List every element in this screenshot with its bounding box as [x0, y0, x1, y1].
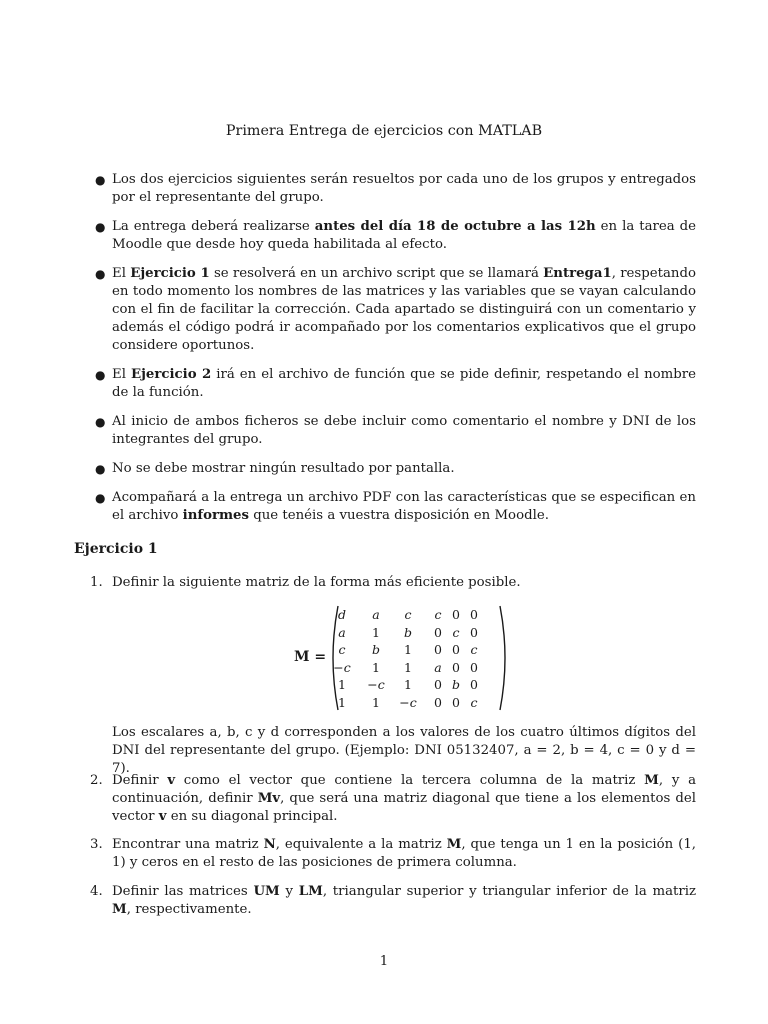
matrix-cell: 0 — [434, 677, 442, 692]
matrix-cell: c — [404, 607, 412, 622]
matrix-cell: −c — [399, 694, 417, 710]
matrix-cell: b — [403, 624, 412, 640]
bullet-bold-text: Ejercicio 1 — [130, 266, 210, 281]
exercise-item-3 — [90, 836, 697, 872]
matrix-cell: c — [338, 642, 346, 657]
bullet-dot: ● — [95, 368, 106, 382]
document-title: Primera Entrega de ejercicios con MATLAB — [225, 123, 543, 139]
section-heading: Ejercicio 1 — [74, 541, 158, 557]
bullet-item-1 — [95, 171, 696, 207]
right-paren-icon — [500, 606, 505, 710]
item-bold-text: v — [167, 773, 176, 788]
item-bold-text: M — [112, 902, 127, 917]
item-text: , que será una matriz diagonal que tiene a los elementos del vector — [112, 791, 696, 824]
matrix-cell: 1 — [372, 694, 380, 710]
item-number: 3. — [90, 837, 103, 852]
item-bold-text: N — [263, 837, 276, 852]
item-text: , y a continuación, definir — [112, 773, 696, 806]
matrix-cell: 0 — [470, 677, 478, 692]
matrix-cell: 0 — [452, 607, 460, 622]
bullet-text: Acompañará a la entrega un archivo PDF con las características que se especifican en el archivo — [112, 490, 696, 523]
bullet-text: se resolverá en un archivo script que se llamará — [209, 266, 544, 281]
matrix-cell: −c — [367, 677, 385, 692]
matrix-cell: b — [451, 677, 460, 692]
matrix-cell: 0 — [452, 642, 460, 657]
matrix-cell: 1 — [372, 624, 380, 640]
matrix-label: M = — [294, 649, 327, 665]
matrix-cell: c — [452, 624, 460, 640]
bullet-item-2 — [95, 218, 697, 254]
matrix-cell: 1 — [404, 677, 412, 692]
bullet-text: , respetando en todo momento los nombres de las matrices y las variables que se vayan calculando con el fin de facilitar la corrección. Cada apartado se distinguirá con un comentario y además el código podrá ir acompañado por los comentarios explicativos que el grupo considere oportunos. — [112, 266, 696, 353]
scalars-note: Los escalares a, b, c y d corresponden a los valores de los cuatro últimos dígitos del DNI del representante del grupo. (Ejemplo: DNI 05132407, a = 2, b = 4, c = 0 y d = 7). — [112, 725, 696, 776]
item-bold-text: LM — [298, 884, 323, 899]
bullet-item-5 — [95, 413, 696, 449]
matrix-cell: 1 — [338, 694, 346, 710]
matrix-cell: c — [470, 642, 478, 657]
matrix-cell: 1 — [404, 659, 412, 675]
item-text: , que tenga un 1 en la posición (1, 1) y ceros en el resto de las posiciones de primera columna. — [112, 837, 697, 870]
bullet-text: en la tarea de Moodle que desde hoy queda habilitada al efecto. — [112, 219, 697, 252]
bullet-text: El — [112, 367, 131, 382]
bullet-bold-text: Ejercicio 2 — [130, 367, 212, 382]
matrix-cell: 0 — [452, 659, 460, 675]
bullet-text: No se debe mostrar ningún resultado por pantalla. — [112, 461, 455, 476]
matrix-cell: c — [434, 607, 442, 622]
item-text: Definir las matrices — [112, 884, 254, 899]
item-bold-text: M — [644, 773, 659, 788]
exercise-item-2 — [90, 772, 696, 826]
item-bold-text: v — [158, 809, 167, 824]
matrix-cell: −c — [333, 659, 351, 675]
item-text: Encontrar una matriz — [112, 837, 264, 852]
matrix-cell: 0 — [434, 642, 442, 657]
bullet-item-6 — [95, 460, 696, 478]
matrix-cell: d — [337, 607, 346, 622]
item-text: Definir la siguiente matriz de la forma más eficiente posible. — [112, 575, 521, 590]
matrix-cell: 0 — [434, 624, 442, 640]
matrix-cell: 1 — [338, 677, 346, 692]
matrix-cell: a — [338, 624, 346, 640]
item-number: 2. — [90, 773, 103, 788]
bullet-text: que tenéis a vuestra disposición en Moodle. — [248, 508, 549, 523]
bullet-text: La entrega deberá realizarse — [112, 219, 315, 234]
matrix-cell: c — [470, 694, 478, 710]
matrix-block — [290, 604, 520, 712]
bullet-dot: ● — [95, 267, 106, 281]
bullet-bold-text: Entrega1 — [543, 266, 612, 281]
item-number: 4. — [90, 884, 103, 899]
bullet-dot: ● — [95, 491, 106, 505]
item-bold-text: M — [446, 837, 462, 852]
bullet-item-3 — [95, 265, 696, 355]
bullet-item-7 — [95, 489, 696, 525]
item-text: en su diagonal principal. — [166, 809, 338, 824]
page-number: 1 — [379, 954, 389, 969]
matrix-cell: 0 — [470, 624, 478, 640]
matrix-cell: 1 — [372, 659, 380, 675]
exercise-item-1 — [90, 574, 696, 592]
matrix-cell: 0 — [470, 607, 478, 622]
matrix-cell: a — [372, 607, 380, 622]
bullet-dot: ● — [95, 220, 106, 234]
item-bold-text: Mv — [257, 791, 281, 806]
exercise-item-4 — [90, 883, 696, 919]
matrix-cell: 0 — [434, 694, 442, 710]
matrix-cell: 0 — [452, 694, 460, 710]
item-text: , equivalente a la matriz — [275, 837, 447, 852]
matrix-cell: 1 — [404, 642, 412, 657]
bullet-dot: ● — [95, 173, 106, 187]
item-text: como el vector que contiene la tercera columna de la matriz — [175, 773, 645, 788]
item-number: 1. — [90, 575, 103, 590]
bullet-text: Al inicio de ambos ficheros se debe incluir como comentario el nombre y DNI de los integrantes del grupo. — [112, 414, 696, 447]
bullet-dot: ● — [95, 462, 106, 476]
bullet-item-4 — [95, 366, 697, 402]
bullet-dot: ● — [95, 415, 106, 429]
item-text: , triangular superior y triangular inferior de la matriz — [322, 884, 696, 899]
item-text: Definir — [112, 773, 168, 788]
bullet-text: Los dos ejercicios siguientes serán resueltos por cada uno de los grupos y entregados por el representante del grupo. — [112, 172, 696, 205]
bullet-bold-text: informes — [182, 508, 249, 523]
bullet-bold-text: antes del día 18 de octubre a las 12h — [314, 219, 596, 234]
item-text: y — [279, 884, 299, 899]
item-bold-text: UM — [253, 884, 280, 899]
item-text: , respectivamente. — [126, 902, 252, 917]
bullet-text: El — [112, 266, 131, 281]
bullet-text: irá en el archivo de función que se pide definir, respetando el nombre de la función. — [112, 367, 697, 400]
matrix-cell: a — [434, 659, 442, 675]
matrix-cell: b — [371, 642, 380, 657]
matrix-cell: 0 — [470, 659, 478, 675]
